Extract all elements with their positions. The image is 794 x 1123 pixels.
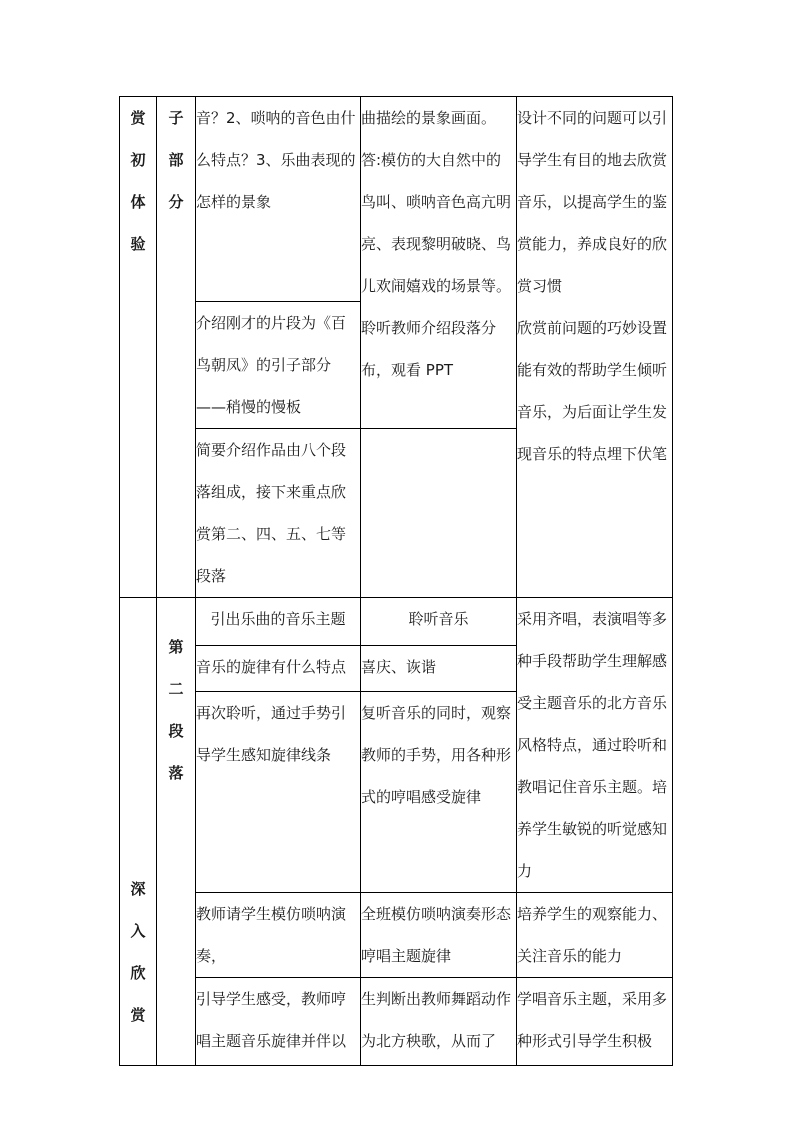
teacher-activity-cell: 引导学生感受，教师哼唱主题音乐旋律并伴以 [196,978,361,1066]
design-intent-cell: 采用齐唱，表演唱等多种手段帮助学生理解感受主题音乐的北方音乐风格特点，通过聆听和教唱记住音乐主题。培养学生敏锐的听觉感知力 [517,598,673,893]
teacher-activity-cell: 音？2、唢呐的音色由什么特点？3、乐曲表现的怎样的景象 [196,97,361,302]
section-intro [157,97,196,598]
student-activity-cell: 全班模仿唢呐演奏形态哼唱主题旋律 [361,893,517,978]
design-intent-cell: 学唱音乐主题，采用多种形式引导学生积极 [517,978,673,1066]
student-activity-cell [361,429,517,598]
student-activity-cell: 生判断出教师舞蹈动作为北方秧歌，从而了 [361,978,517,1066]
stage-deep-appreciation [120,598,157,1066]
stage-label: 赏初体验 [130,109,146,253]
lesson-plan-table [119,96,673,1066]
design-intent-cell: 培养学生的观察能力、关注音乐的能力 [517,893,673,978]
teacher-activity-cell: 再次聆听，通过手势引导学生感知旋律线条 [196,691,361,892]
student-activity-text: 曲描绘的景象画面。答:模仿的大自然中的鸟叫、唢呐音色高亢明亮、表现黎明破晓、鸟儿欢闹嬉戏的场景等。 [361,109,512,295]
student-activity-cell: 复听音乐的同时，观察教师的手势，用各种形式的哼唱感受旋律 [361,691,517,892]
student-activity-text: 聆听教师介绍段落分布，观看 PPT [361,319,497,379]
design-intent-text: 设计不同的问题可以引导学生有目的地去欣赏音乐，以提高学生的鉴赏能力，养成良好的欣赏习惯 [517,109,668,295]
stage-label: 深入欣赏 [130,880,146,1024]
stage-appreciation-first [120,97,157,598]
design-intent-text: 欣赏前问题的巧妙设置能有效的帮助学生倾听音乐，为后面让学生发现音乐的特点埋下伏笔 [517,319,668,463]
section-label: 第二段落 [168,638,184,782]
teacher-activity-cell: 音乐的旋律有什么特点 [196,645,361,691]
teacher-activity-cell: 教师请学生模仿唢呐演奏， [196,893,361,978]
student-activity-cell [361,97,517,429]
teacher-activity-cell: 引出乐曲的音乐主题 [196,598,361,646]
student-activity-cell: 聆听音乐 [361,598,517,646]
teacher-activity-cell: 介绍刚才的片段为《百鸟朝凤》的引子部分——稍慢的慢板 [196,302,361,429]
section-label: 子部分 [168,109,184,211]
teacher-activity-cell: 简要介绍作品由八个段落组成，接下来重点欣赏第二、四、五、七等段落 [196,429,361,598]
student-activity-cell: 喜庆、诙谐 [361,645,517,691]
design-intent-cell [517,97,673,598]
section-second-paragraph [157,598,196,1066]
